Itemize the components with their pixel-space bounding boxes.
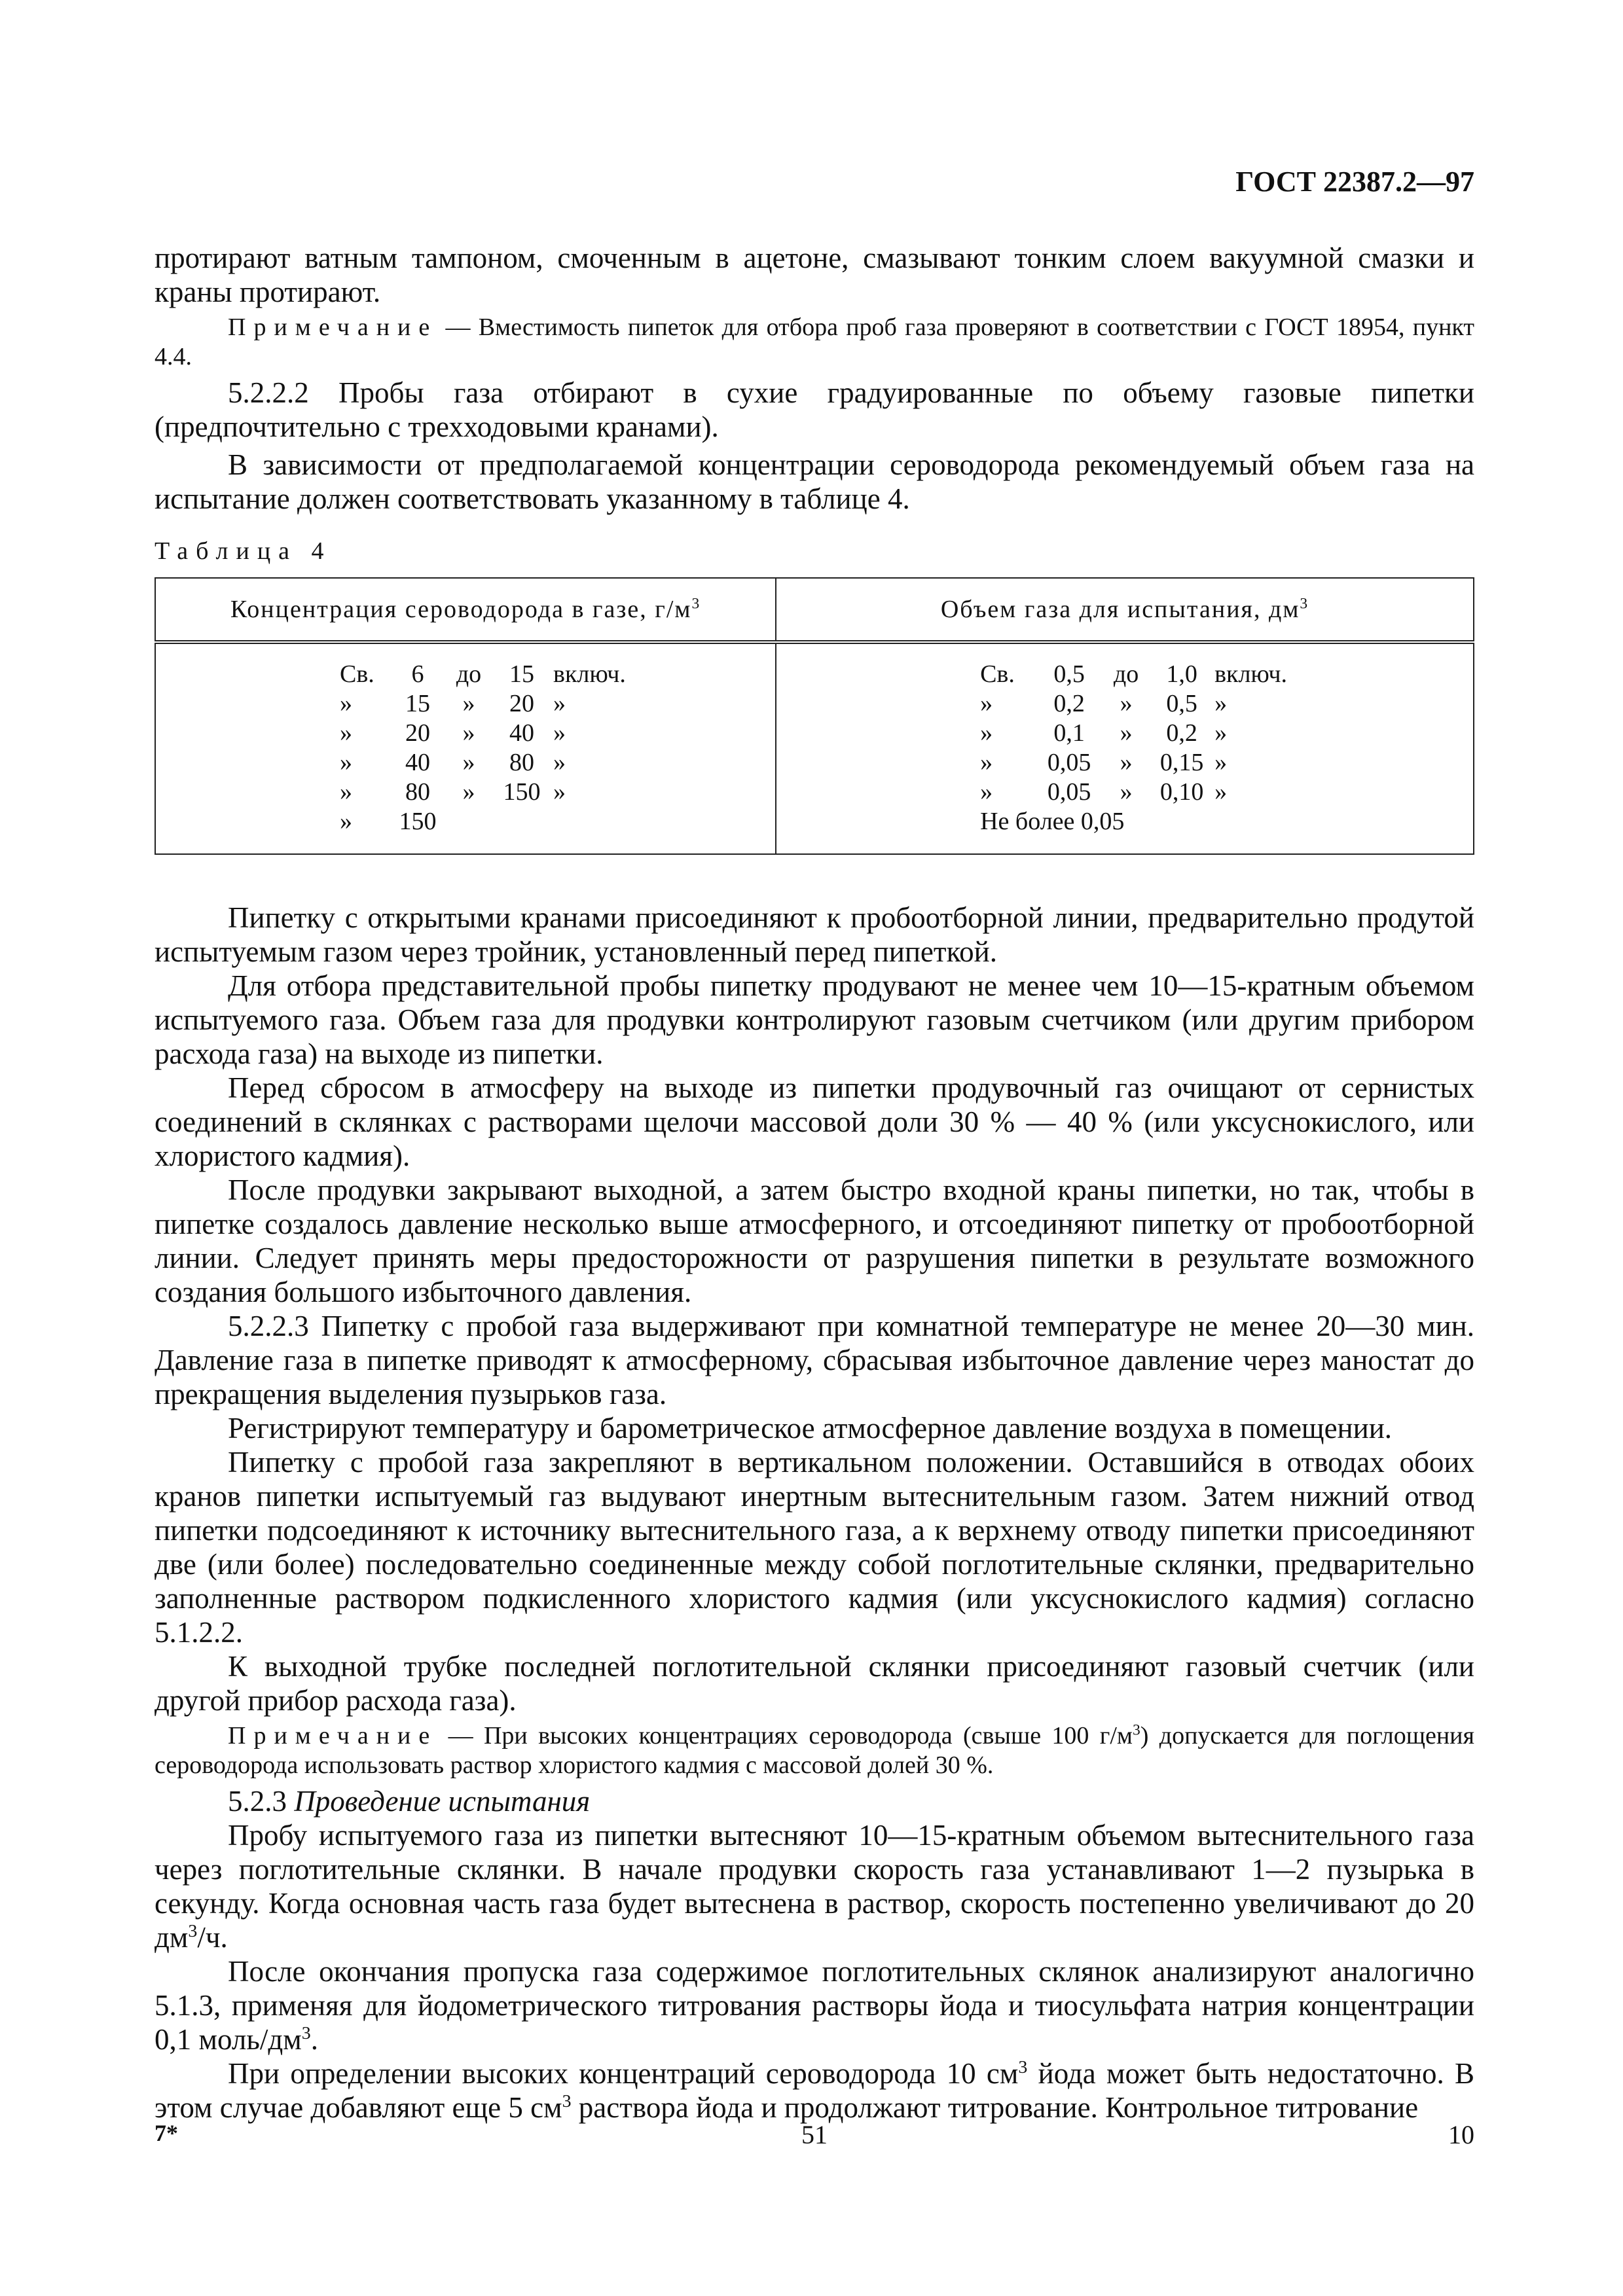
table-cell: » [462,749,475,776]
table-cell: » [1214,749,1228,776]
table-cell: 0,15 [1159,749,1204,776]
table-cell: » [980,719,993,747]
table-cell: » [340,749,352,776]
volume-cell [776,642,1474,854]
table-cell: » [980,749,993,776]
table-cell: 20 [405,719,430,747]
table-cell: » [340,808,352,835]
table-cell: » [462,719,475,747]
table-cell: » [553,719,566,747]
table-cell: » [1214,719,1228,747]
paragraph: Для отбора представительной пробы пипетку продувают не менее чем 10—15-кратным объемом испытуемого газа. Объем газа для продувки контролируют газовым счетчиком (или другим прибором расхода газа) на выходе из пипетки. [155,969,1474,1070]
note: Примечание — При высоких концентрациях сероводорода (свыше 100 $г/м^3$) допускается для поглощения сероводорода использовать раствор хлористого кадмия с массовой долей 30 %. [155,1721,1474,1779]
table-cell: 20 [509,690,534,717]
table-cell: » [340,690,352,717]
table-row: Не более 0,05 [980,808,1125,835]
table-cell: включ. [1214,660,1287,688]
table-cell [553,807,628,836]
table-row [980,748,1307,778]
section-heading: 5.2.3 Проведение испытания [228,1785,591,1818]
table-header-concentration: Концентрация сероводорода в газе, $г/м^3$ [155,578,776,642]
table-cell: до [1113,660,1139,688]
table-cell: 15 [509,660,534,688]
paragraph: 5.2.2.3 Пипетку с пробой газа выдерживают при комнатной температуре не менее 20—30 мин. Давление газа в пипетке приводят к атмосферному, сбрасывая избыточное давление через маностат до прекращения выделения пузырьков газа. [155,1310,1474,1410]
table-cell: 6 [411,660,424,688]
table-cell: 0,10 [1159,778,1204,806]
table-4 [155,577,1474,855]
table-cell: 150 [399,808,437,835]
body-text [155,241,1474,2125]
page-number: 51 [801,2120,828,2149]
volume-ranges [980,660,1307,836]
paragraph: протирают ватным тампоном, смоченным в ацетоне, смазывают тонким слоем вакуумной смазки и краны протирают. [155,242,1474,308]
table-cell: » [553,778,566,806]
table-cell: 40 [509,719,534,747]
table-cell: Св. [340,660,374,688]
table-cell: 0,2 [1166,719,1197,747]
note-label: Примечание [228,1722,438,1749]
table-cell: » [462,778,475,806]
table-caption: Таблица 4 [155,537,332,565]
table-row [340,748,628,778]
paragraph: Пипетку с пробой газа закрепляют в вертикальном положении. Оставшийся в отводах обоих кранов пипетки испытуемый газ выдувают инертным вытеснительным газом. Затем нижний отвод пипетки подсоединяют к источнику вытеснительного газа, а к верхнему отводу пипетки присоединяют две (или более) последовательно соединенные между собой поглотительные склянки, предварительно заполненные раствором подкисленного хлористого кадмия (или уксуснокислого кадмия) согласно 5.1.2.2. [155,1446,1474,1649]
paragraph: Регистрируют температуру и барометрическое атмосферное давление воздуха в помещении. [228,1412,1393,1444]
note-text: — Вместимость пипеток для отбора проб газа проверяют в соответствии с ГОСТ 18954, пункт 4.4. [155,314,1474,370]
table-cell [490,807,553,836]
table-cell: 40 [405,749,430,776]
table-row [340,660,628,689]
sheet-number: 10 [1448,2120,1474,2149]
table-row [980,689,1307,719]
table-row [340,807,628,836]
paragraph: Перед сбросом в атмосферу на выходе из пипетки продувочный газ очищают от сернистых соединений в склянках с растворами щелочи массовой доли 30 % — 40 % (или уксуснокислого, или хлористого кадмия). [155,1071,1474,1172]
table-cell: 0,5 [1053,660,1085,688]
table-cell: » [462,690,475,717]
table-row [340,719,628,748]
table-row [340,778,628,807]
table-cell: » [1214,690,1228,717]
table-cell: Св. [980,660,1015,688]
note-label: Примечание [228,314,438,341]
document-id-header: ГОСТ 22387.2—97 [1235,166,1474,198]
table-cell [447,807,490,836]
table-cell: 0,5 [1166,690,1197,717]
section-title: Проведение испытания [294,1785,591,1818]
paragraph: После продувки закрывают выходной, а затем быстро входной краны пипетки, но так, чтобы в пипетке создалось давление несколько выше атмосферного, и отсоединяют пипетку от пробоотборной линии. Следует принять меры предосторожности от разрушения пипетки в результате возможного создания большого избыточного давления. [155,1174,1474,1308]
table-cell: 1,0 [1166,660,1197,688]
table-cell: » [553,749,566,776]
paragraph: Пробу испытуемого газа из пипетки вытесняют 10—15-кратным объемом вытеснительного газа через поглотительные склянки. В начале продувки скорость газа устанавливают 1—2 пузырька в секунду. Когда основная часть газа будет вытеснена в раствор, скорость постепенно увеличивают до 20 $дм^3/ч$. [155,1819,1474,1954]
table-cell: 150 [503,778,541,806]
table-cell: 80 [509,749,534,776]
paragraph: Пипетку с открытыми кранами присоединяют к пробоотборной линии, предварительно продутой испытуемым газом через тройник, установленный перед пипеткой. [155,901,1474,968]
paragraph: 5.2.2.2 Пробы газа отбирают в сухие градуированные по объему газовые пипетки (предпочтительно с трехходовыми кранами). [155,376,1474,443]
table-cell: » [1120,749,1133,776]
table-cell: 0,1 [1053,719,1085,747]
table-header-volume: Объем газа для испытания, $дм^3$ [776,578,1474,642]
table-cell: включ. [553,660,626,688]
table-cell: 0,2 [1053,690,1085,717]
note [155,313,1474,372]
table-cell: » [1120,778,1133,806]
table-row [980,660,1307,689]
table-cell: 80 [405,778,430,806]
table-cell: 0,05 [1047,749,1091,776]
table-row [340,689,628,719]
table-cell: до [456,660,482,688]
table-cell: » [1120,719,1133,747]
paragraph: В зависимости от предполагаемой концентрации сероводорода рекомендуемый объем газа на испытание должен соответствовать указанному в таблице 4. [155,448,1474,515]
concentration-cell [155,642,776,854]
table-cell: » [1120,690,1133,717]
table-cell: » [340,719,352,747]
paragraph: При определении высоких концентраций сероводорода 10 $см^3$ йода может быть недостаточно. В этом случае добавляют еще 5 $см^3$ раствора йода и продолжают титрование. Контрольное титрование [155,2057,1475,2124]
table-cell: » [340,778,352,806]
table-cell: » [980,778,993,806]
table-cell: » [980,690,993,717]
paragraph: К выходной трубке последней поглотительной склянки присоединяют газовый счетчик (или другой прибор расхода газа). [155,1650,1474,1717]
paragraph: После окончания пропуска газа содержимое поглотительных склянок анализируют аналогично 5.1.3, применяя для йодометрического титрования растворы йода и тиосульфата натрия концентрации 0,1 моль/$дм^3$. [155,1955,1474,2056]
concentration-ranges [340,660,628,836]
table-row [980,778,1307,807]
table-row [980,719,1307,748]
table-cell: » [1214,778,1228,806]
footer-sheet-mark: 7* [155,2120,178,2146]
table-cell: 15 [405,690,430,717]
table-cell: 0,05 [1047,778,1091,806]
table-cell: » [553,690,566,717]
